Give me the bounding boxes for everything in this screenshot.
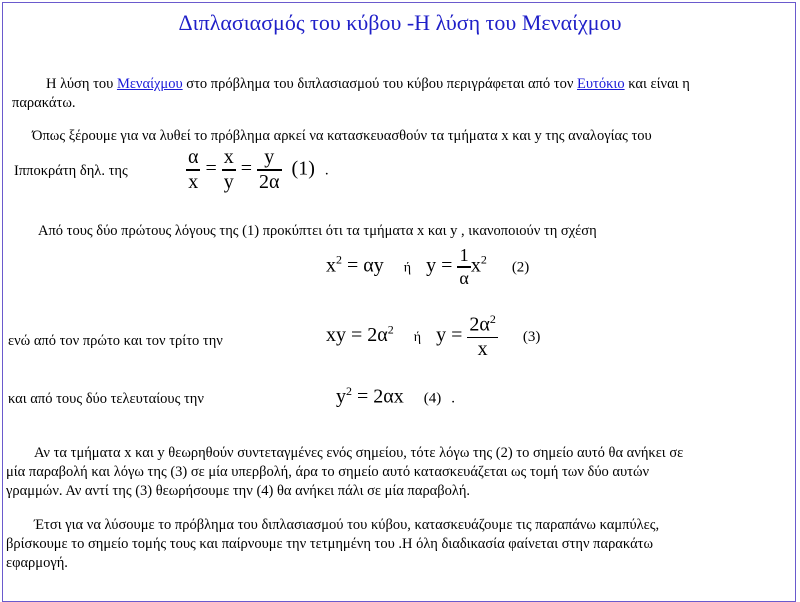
- equation-1: $\frac{\alpha}{x}$ = $\frac{x}{y}$ = $\frac{y}{2\alpha}$ (1) .: [188, 146, 329, 193]
- para3: Από τους δύο πρώτους λόγους της (1) προκύπτει ότι τα τμήματα x και y , ικανοποιούν τη σχέση: [38, 223, 597, 239]
- eutocius-link[interactable]: Ευτόκιο: [577, 76, 625, 92]
- fraction-2a2-over-x: $\frac{2\alpha^2}{x}$: [469, 312, 496, 361]
- para6: Αν τα τμήματα x και y θεωρηθούν συντεταγμένες ενός σημείου, τότε λόγω της (2) το σημείο αυτό θα ανήκει σε μία παραβολή και λόγω της (3) σε μία υπερβολή, άρα το σημείο αυτό κατασκευάζεται ως τομή των δύο αυτών γραμμών. Αν αντί της (3) θεωρήσουμε την (4) θα ανήκει πάλι σε μία παραβολή.: [6, 445, 684, 499]
- fraction-a-over-x: $\frac{\alpha}{x}$: [188, 146, 199, 193]
- menaechmus-link[interactable]: Μεναίχμου: [116, 76, 183, 92]
- para2-line2: Ιπποκράτη δηλ. της: [14, 163, 128, 179]
- page-title: Διπλασιασμός του κύβου -Η λύση του Μεναίχμου: [178, 10, 622, 35]
- fraction-x-over-y: $\frac{x}{y}$: [223, 146, 234, 193]
- fraction-y-over-2a: $\frac{y}{2\alpha}$: [259, 146, 280, 193]
- para2-line1: Όπως ξέρουμε για να λυθεί το πρόβλημα αρκεί να κατασκευασθούν τα τμήματα x και y της αναλογίας του: [32, 128, 652, 144]
- equation-4: $y^2 = 2\alpha x$ (4) .: [336, 384, 456, 408]
- equation-2: $x^2 = \alpha y$ ή y = $\frac{1}{\alpha}$ $x^2$ (2): [326, 245, 530, 288]
- intro-text-3: και είναι η: [624, 76, 690, 92]
- fraction-1-over-a: $\frac{1}{\alpha}$: [459, 245, 469, 288]
- eq3-number: (3): [522, 329, 541, 346]
- eq1-number: (1): [291, 157, 315, 180]
- eq4-number: (4): [423, 390, 442, 407]
- para7: Έτσι για να λύσουμε το πρόβλημα του διπλασιασμού του κύβου, κατασκευάζουμε τις παραπάνω καμπύλες, βρίσκουμε το σημείο τομής τους και παίρνουμε την τετμημένη του .Η όλη διαδικασία φαίνεται στην παρακάτω εφαρμογή.: [6, 517, 660, 571]
- para4: ενώ από τον πρώτο και τον τρίτο την: [8, 333, 223, 349]
- equation-3: xy = $2\alpha^2$ ή y = $\frac{2\alpha^2}{x}$ (3): [326, 312, 541, 361]
- intro-paragraph: [12, 75, 782, 113]
- intro-text: Η λύση του: [46, 76, 117, 92]
- intro-text-2: στο πρόβλημα του διπλασιασμού του κύβου περιγράφεται από τον: [182, 76, 578, 92]
- eq2-number: (2): [511, 259, 530, 276]
- para5: και από τους δύο τελευταίους την: [8, 391, 204, 407]
- intro-text-4: παρακάτω.: [12, 95, 76, 111]
